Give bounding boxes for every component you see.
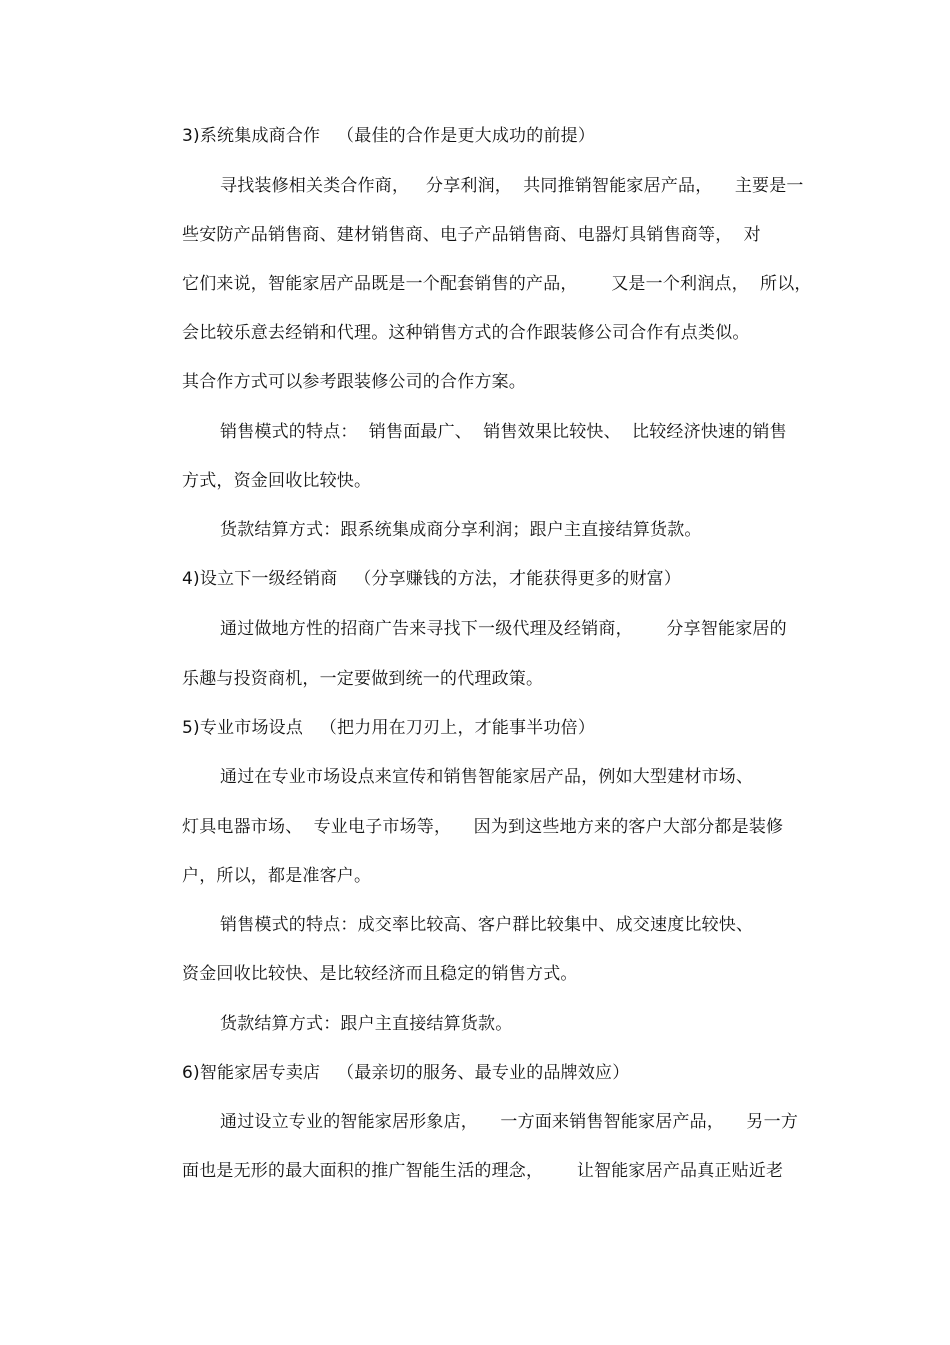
paragraph-line: 货款结算方式：跟系统集成商分享利润；跟户主直接结算货款。 — [220, 520, 702, 540]
paragraph-line: 些安防产品销售商、建材销售商、电子产品销售商、电器灯具销售商等， 对 — [182, 225, 761, 245]
paragraph-line: 方式，资金回收比较快。 — [182, 471, 372, 491]
paragraph-line: 寻找装修相关类合作商， 分享利润， 共同推销智能家居产品， 主要是一 — [220, 176, 804, 196]
heading-flagship-store: 6)智能家居专卖店 （最亲切的服务、最专业的品牌效应） — [182, 1063, 630, 1083]
heading-market-point: 5)专业市场设点 （把力用在刀刃上，才能事半功倍） — [182, 718, 596, 738]
paragraph-line: 通过做地方性的招商广告来寻找下一级代理及经销商， 分享智能家居的 — [220, 619, 787, 639]
paragraph-line: 通过在专业市场设点来宣传和销售智能家居产品，例如大型建材市场、 — [220, 767, 754, 787]
paragraph-line: 户，所以，都是准客户。 — [182, 866, 372, 886]
paragraph-line: 通过设立专业的智能家居形象店， 一方面来销售智能家居产品， 另一方 — [220, 1112, 799, 1132]
paragraph-line: 会比较乐意去经销和代理。这种销售方式的合作跟装修公司合作有点类似。 — [182, 323, 750, 343]
paragraph-line: 乐趣与投资商机，一定要做到统一的代理政策。 — [182, 669, 544, 689]
paragraph-line: 面也是无形的最大面积的推广智能生活的理念， 让智能家居产品真正贴近老 — [182, 1161, 784, 1181]
paragraph-line: 灯具电器市场、 专业电子市场等， 因为到这些地方来的客户大部分都是装修 — [182, 817, 784, 837]
heading-system-integrator: 3)系统集成商合作 （最佳的合作是更大成功的前提） — [182, 126, 596, 146]
paragraph-line: 销售模式的特点： 销售面最广、 销售效果比较快、 比较经济快速的销售 — [220, 422, 787, 442]
heading-sub-dealer: 4)设立下一级经销商 （分享赚钱的方法，才能获得更多的财富） — [182, 569, 682, 589]
paragraph-line: 货款结算方式：跟户主直接结算货款。 — [220, 1014, 513, 1034]
paragraph-line: 资金回收比较快、是比较经济而且稳定的销售方式。 — [182, 964, 578, 984]
paragraph-line: 其合作方式可以参考跟装修公司的合作方案。 — [182, 372, 526, 392]
paragraph-line: 它们来说，智能家居产品既是一个配套销售的产品， 又是一个利润点， 所以， — [182, 274, 812, 294]
paragraph-line: 销售模式的特点：成交率比较高、客户群比较集中、成交速度比较快、 — [220, 915, 754, 935]
